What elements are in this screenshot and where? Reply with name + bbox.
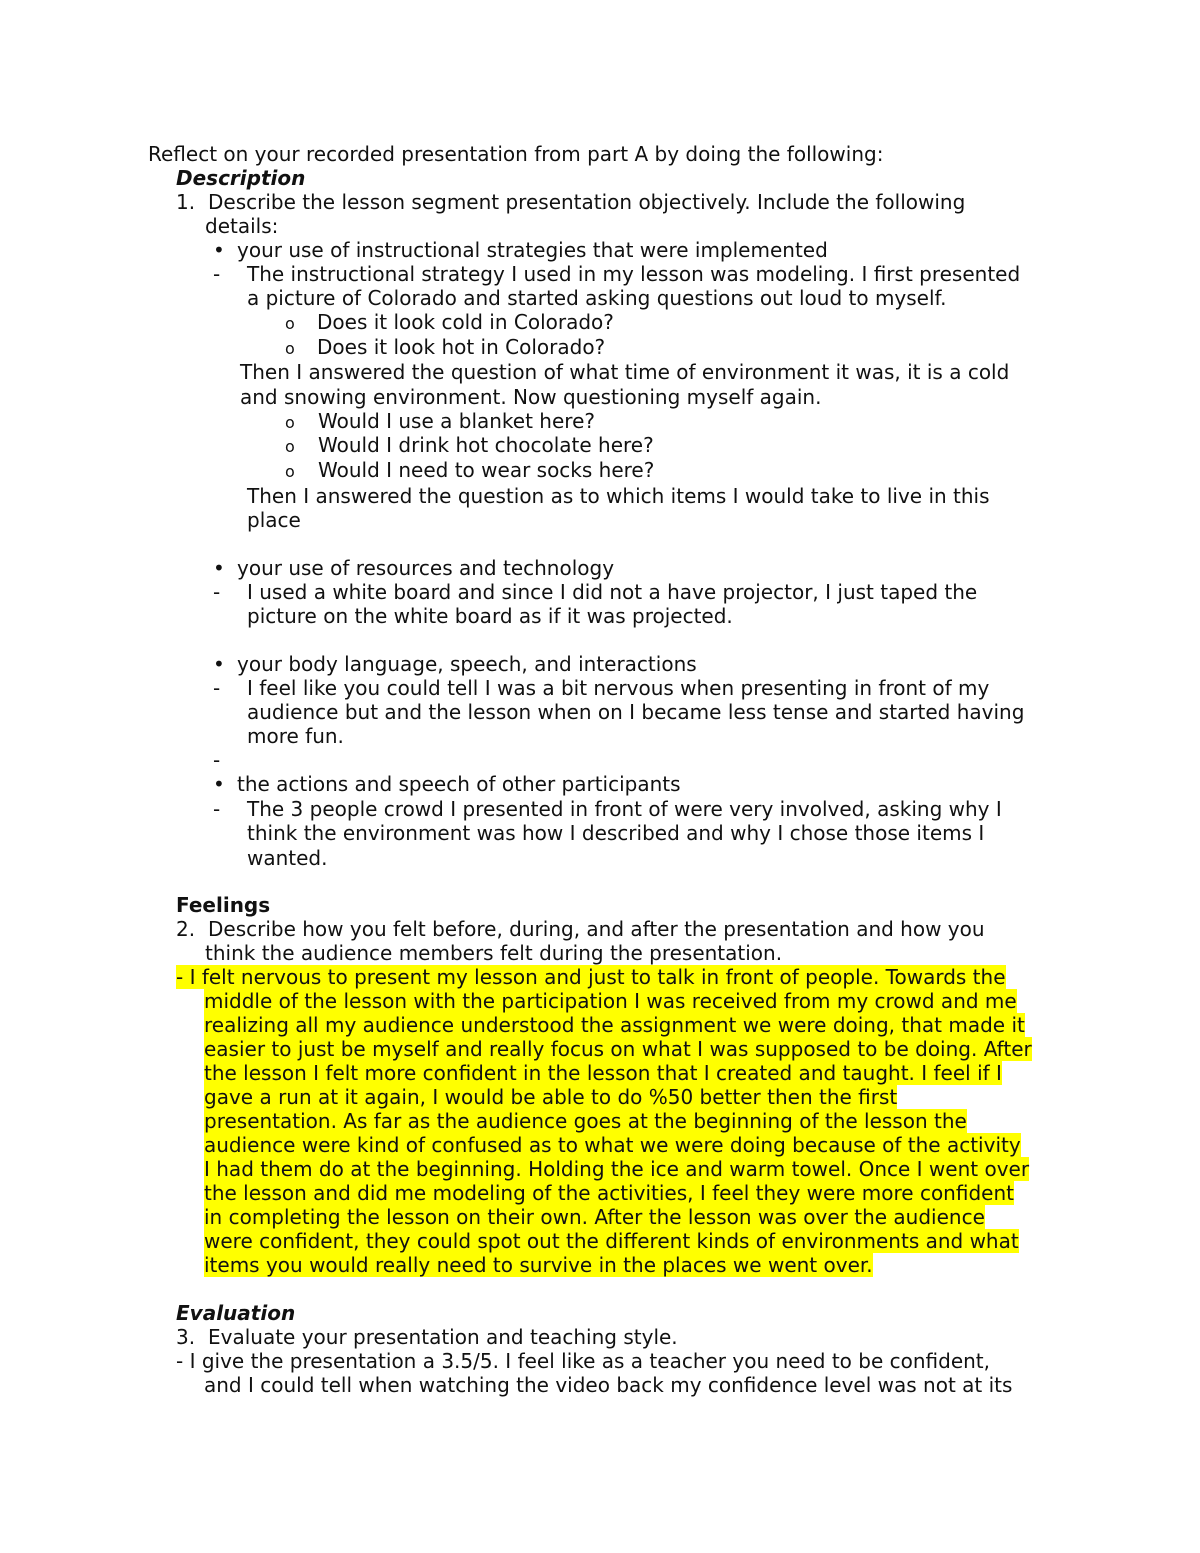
- bullet-label-resources: your use of resources and technology: [237, 556, 615, 580]
- question-4: Would I drink hot chocolate here?: [318, 433, 654, 457]
- item-text-3: Evaluate your presentation and teaching style.: [208, 1325, 678, 1349]
- item-text-1-line-1: Describe the lesson segment presentation objectively. Include the following: [208, 190, 966, 214]
- strategies-answer-line-2: a picture of Colorado and started asking questions out loud to myself.: [247, 286, 947, 310]
- bullet-label-body-language: your body language, speech, and interactions: [237, 652, 697, 676]
- sub-bullet-marker: o: [285, 314, 295, 333]
- intro-text: Reflect on your recorded presentation from part A by doing the following:: [148, 142, 884, 166]
- participants-answer-line-3: wanted.: [247, 846, 328, 870]
- feelings-answer-line: gave a run at it again, I would be able to do %50 better then the first: [204, 1085, 898, 1109]
- dash-marker: -: [213, 797, 221, 821]
- body-language-answer-line-3: more fun.: [247, 724, 344, 748]
- feelings-answer-line: items you would really need to survive in the places we went over.: [204, 1253, 873, 1277]
- feelings-heading: Feelings: [176, 893, 271, 917]
- feelings-answer-line: I had them do at the beginning. Holding the ice and warm towel. Once I went over: [204, 1157, 1030, 1181]
- strategies-answer-line-1: The instructional strategy I used in my lesson was modeling. I first presented: [247, 262, 1021, 286]
- evaluation-answer-line-1: - I give the presentation a 3.5/5. I feel like as a teacher you need to be confident,: [176, 1349, 990, 1373]
- dash-marker: -: [213, 748, 221, 772]
- sub-bullet-marker: o: [285, 339, 295, 358]
- feelings-answer-line: presentation. As far as the audience goes at the beginning of the lesson the: [204, 1109, 967, 1133]
- feelings-answer-line: the lesson and did me modeling of the activities, I feel they were more confident: [204, 1181, 1014, 1205]
- resources-answer-line-1: I used a white board and since I did not a have projector, I just taped the: [247, 580, 978, 604]
- body-language-answer-line-1: I feel like you could tell I was a bit nervous when presenting in front of my: [247, 676, 990, 700]
- participants-answer-line-1: The 3 people crowd I presented in front of were very involved, asking why I: [247, 797, 1002, 821]
- strategies-para-1-line-2: and snowing environment. Now questioning myself again.: [240, 385, 822, 409]
- item-number-2: 2.: [176, 917, 196, 941]
- feelings-answer-line: in completing the lesson on their own. After the lesson was over the audience: [204, 1205, 985, 1229]
- feelings-answer-line: audience were kind of confused as to what we were doing because of the activity: [204, 1133, 1021, 1157]
- question-2: Does it look hot in Colorado?: [317, 335, 606, 359]
- item-text-2-line-2: think the audience members felt during the presentation.: [205, 941, 783, 965]
- bullet-marker: •: [213, 772, 225, 796]
- strategies-para-1-line-1: Then I answered the question of what time of environment it was, it is a cold: [240, 360, 1010, 384]
- dash-marker: -: [213, 676, 221, 700]
- bullet-marker: •: [213, 238, 225, 262]
- participants-answer-line-2: think the environment was how I described and why I chose those items I: [247, 821, 985, 845]
- feelings-answer-line: were confident, they could spot out the different kinds of environments and what: [204, 1229, 1019, 1253]
- strategies-para-2-line-1: Then I answered the question as to which items I would take to live in this: [247, 484, 990, 508]
- dash-marker: -: [176, 965, 184, 989]
- evaluation-answer-line-2: and I could tell when watching the video back my confidence level was not at its: [204, 1373, 1013, 1397]
- bullet-marker: •: [213, 652, 225, 676]
- dash-marker: -: [213, 262, 221, 286]
- feelings-answer-line: the lesson I felt more confident in the lesson that I created and taught. I feel if I: [204, 1061, 1002, 1085]
- sub-bullet-marker: o: [285, 437, 295, 456]
- bullet-label-strategies: your use of instructional strategies that were implemented: [237, 238, 828, 262]
- item-text-2-line-1: Describe how you felt before, during, and after the presentation and how you: [208, 917, 985, 941]
- strategies-para-2-line-2: place: [247, 508, 301, 532]
- dash-marker: -: [176, 1349, 184, 1373]
- question-3: Would I use a blanket here?: [318, 409, 595, 433]
- feelings-answer-line: middle of the lesson with the participation I was received from my crowd and me: [204, 989, 1017, 1013]
- sub-bullet-marker: o: [285, 462, 295, 481]
- evaluation-heading: Evaluation: [176, 1301, 296, 1325]
- resources-answer-line-2: picture on the white board as if it was projected.: [247, 604, 733, 628]
- question-5: Would I need to wear socks here?: [318, 458, 655, 482]
- dash-marker: -: [213, 580, 221, 604]
- body-language-answer-line-2: audience but and the lesson when on I became less tense and started having: [247, 700, 1025, 724]
- feelings-answer-line: easier to just be myself and really focus on what I was supposed to be doing. After: [204, 1037, 1032, 1061]
- bullet-label-participants: the actions and speech of other participants: [237, 772, 681, 796]
- bullet-marker: •: [213, 556, 225, 580]
- feelings-answer-line-1: - I felt nervous to present my lesson and just to talk in front of people. Towards the: [176, 965, 1006, 989]
- description-heading: Description: [176, 166, 306, 190]
- feelings-answer-line: realizing all my audience understood the assignment we were doing, that made it: [204, 1013, 1025, 1037]
- item-text-1-line-2: details:: [205, 214, 279, 238]
- item-number-1: 1.: [176, 190, 196, 214]
- sub-bullet-marker: o: [285, 413, 295, 432]
- item-number-3: 3.: [176, 1325, 196, 1349]
- question-1: Does it look cold in Colorado?: [317, 310, 614, 334]
